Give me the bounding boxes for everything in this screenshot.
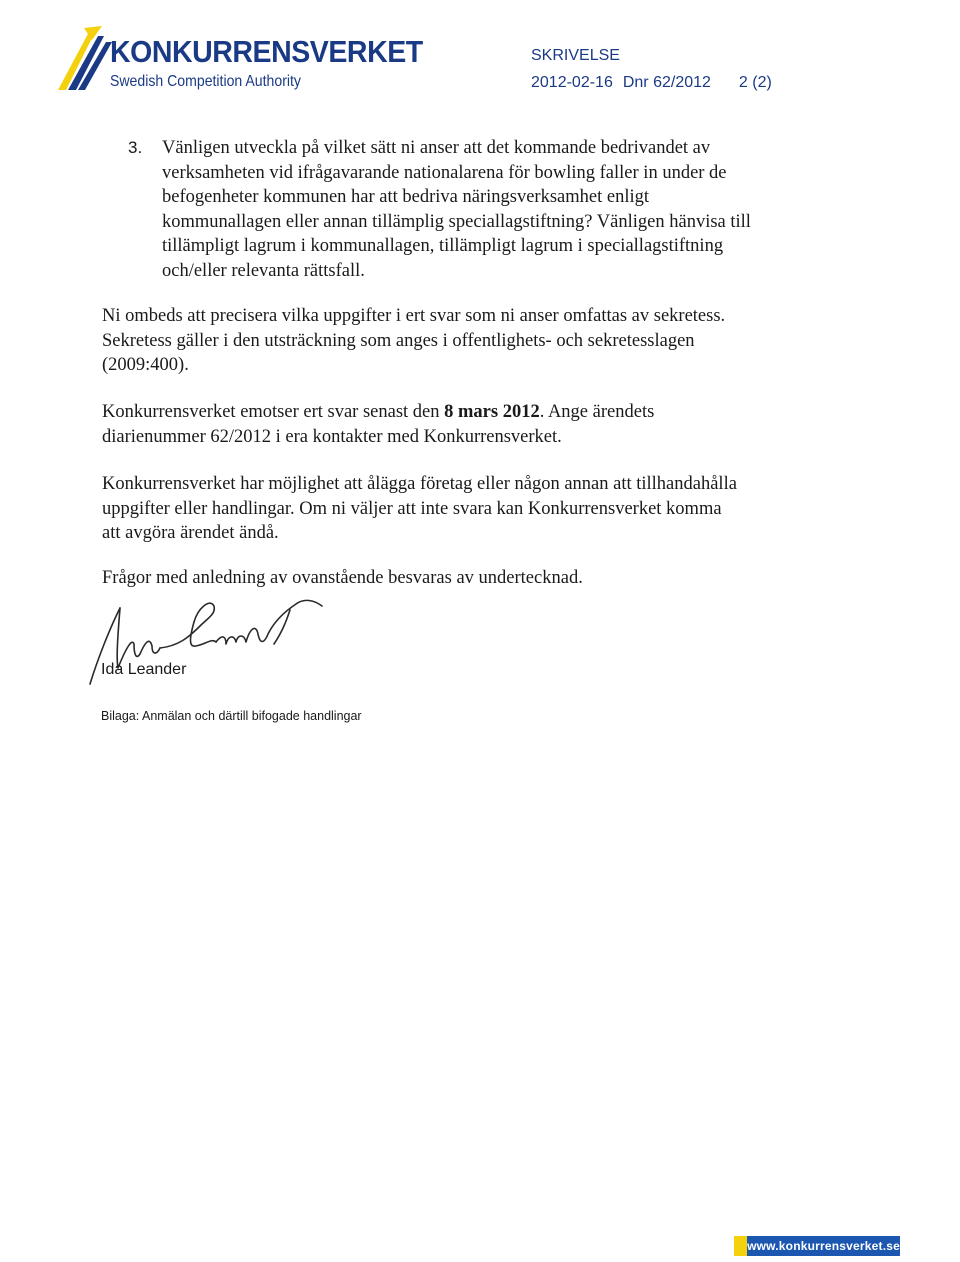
attachment-note: Bilaga: Anmälan och därtill bifogade handlingar (101, 709, 362, 723)
page-number: 2 (2) (738, 74, 772, 91)
deadline-date: 8 mars 2012 (444, 402, 540, 422)
question-number: 3. (128, 138, 143, 157)
document-dnr: Dnr 62/2012 (622, 74, 711, 91)
footer-url-text[interactable]: www.konkurrensverket.se (747, 1236, 900, 1256)
signer-name: Ida Leander (101, 661, 187, 678)
contact-paragraph: Frågor med anledning av ovanstående besvaras av undertecknad. (102, 568, 583, 588)
org-subtitle: Swedish Competition Authority (110, 73, 301, 90)
footer-website[interactable] (734, 1236, 900, 1256)
obligation-paragraph: Konkurrensverket har möjlighet att ålägga företag eller någon annan att tillhandahålla uppgifter eller handlingar. Om ni väljer att inte svara kan Konkurrensverket komma att avgöra ärendet ändå. (102, 474, 737, 543)
org-name: KONKURRENSVERKET (110, 34, 423, 69)
header-logo (52, 26, 423, 96)
document-type: SKRIVELSE (531, 47, 620, 64)
question-text: Vänligen utveckla på vilket sätt ni anser att det kommande bedrivandet av verksamheten vid ifrågavarande nationalarena för bowling faller in under de befogenheter kommunen har att bedriva näringsverksamhet enligt kommunallagen eller annan tillämplig speciallagstiftning? Vänligen hänvisa till tillämpligt lagrum i kommunallagen, tillämpligt lagrum i speciallagstiftning och/eller relevanta rättsfall. (162, 138, 751, 281)
footer-accent-bar (734, 1236, 747, 1256)
deadline-paragraph (102, 400, 742, 449)
document-date: 2012-02-16 (531, 74, 613, 91)
logo-arrow-icon (52, 26, 112, 92)
deadline-text-end: . Ange ärendets diarienummer 62/2012 i era kontakter med Konkurrensverket. (102, 402, 655, 447)
document-meta (531, 74, 791, 92)
confidentiality-paragraph: Ni ombeds att precisera vilka uppgifter i ert svar som ni anser omfattas av sekretess. Sekretess gäller i den utsträckning som anges i offentlighets- och sekretesslagen (2009:400). (102, 306, 726, 375)
deadline-text-start: Konkurrensverket emotser ert svar senast den (102, 402, 445, 422)
